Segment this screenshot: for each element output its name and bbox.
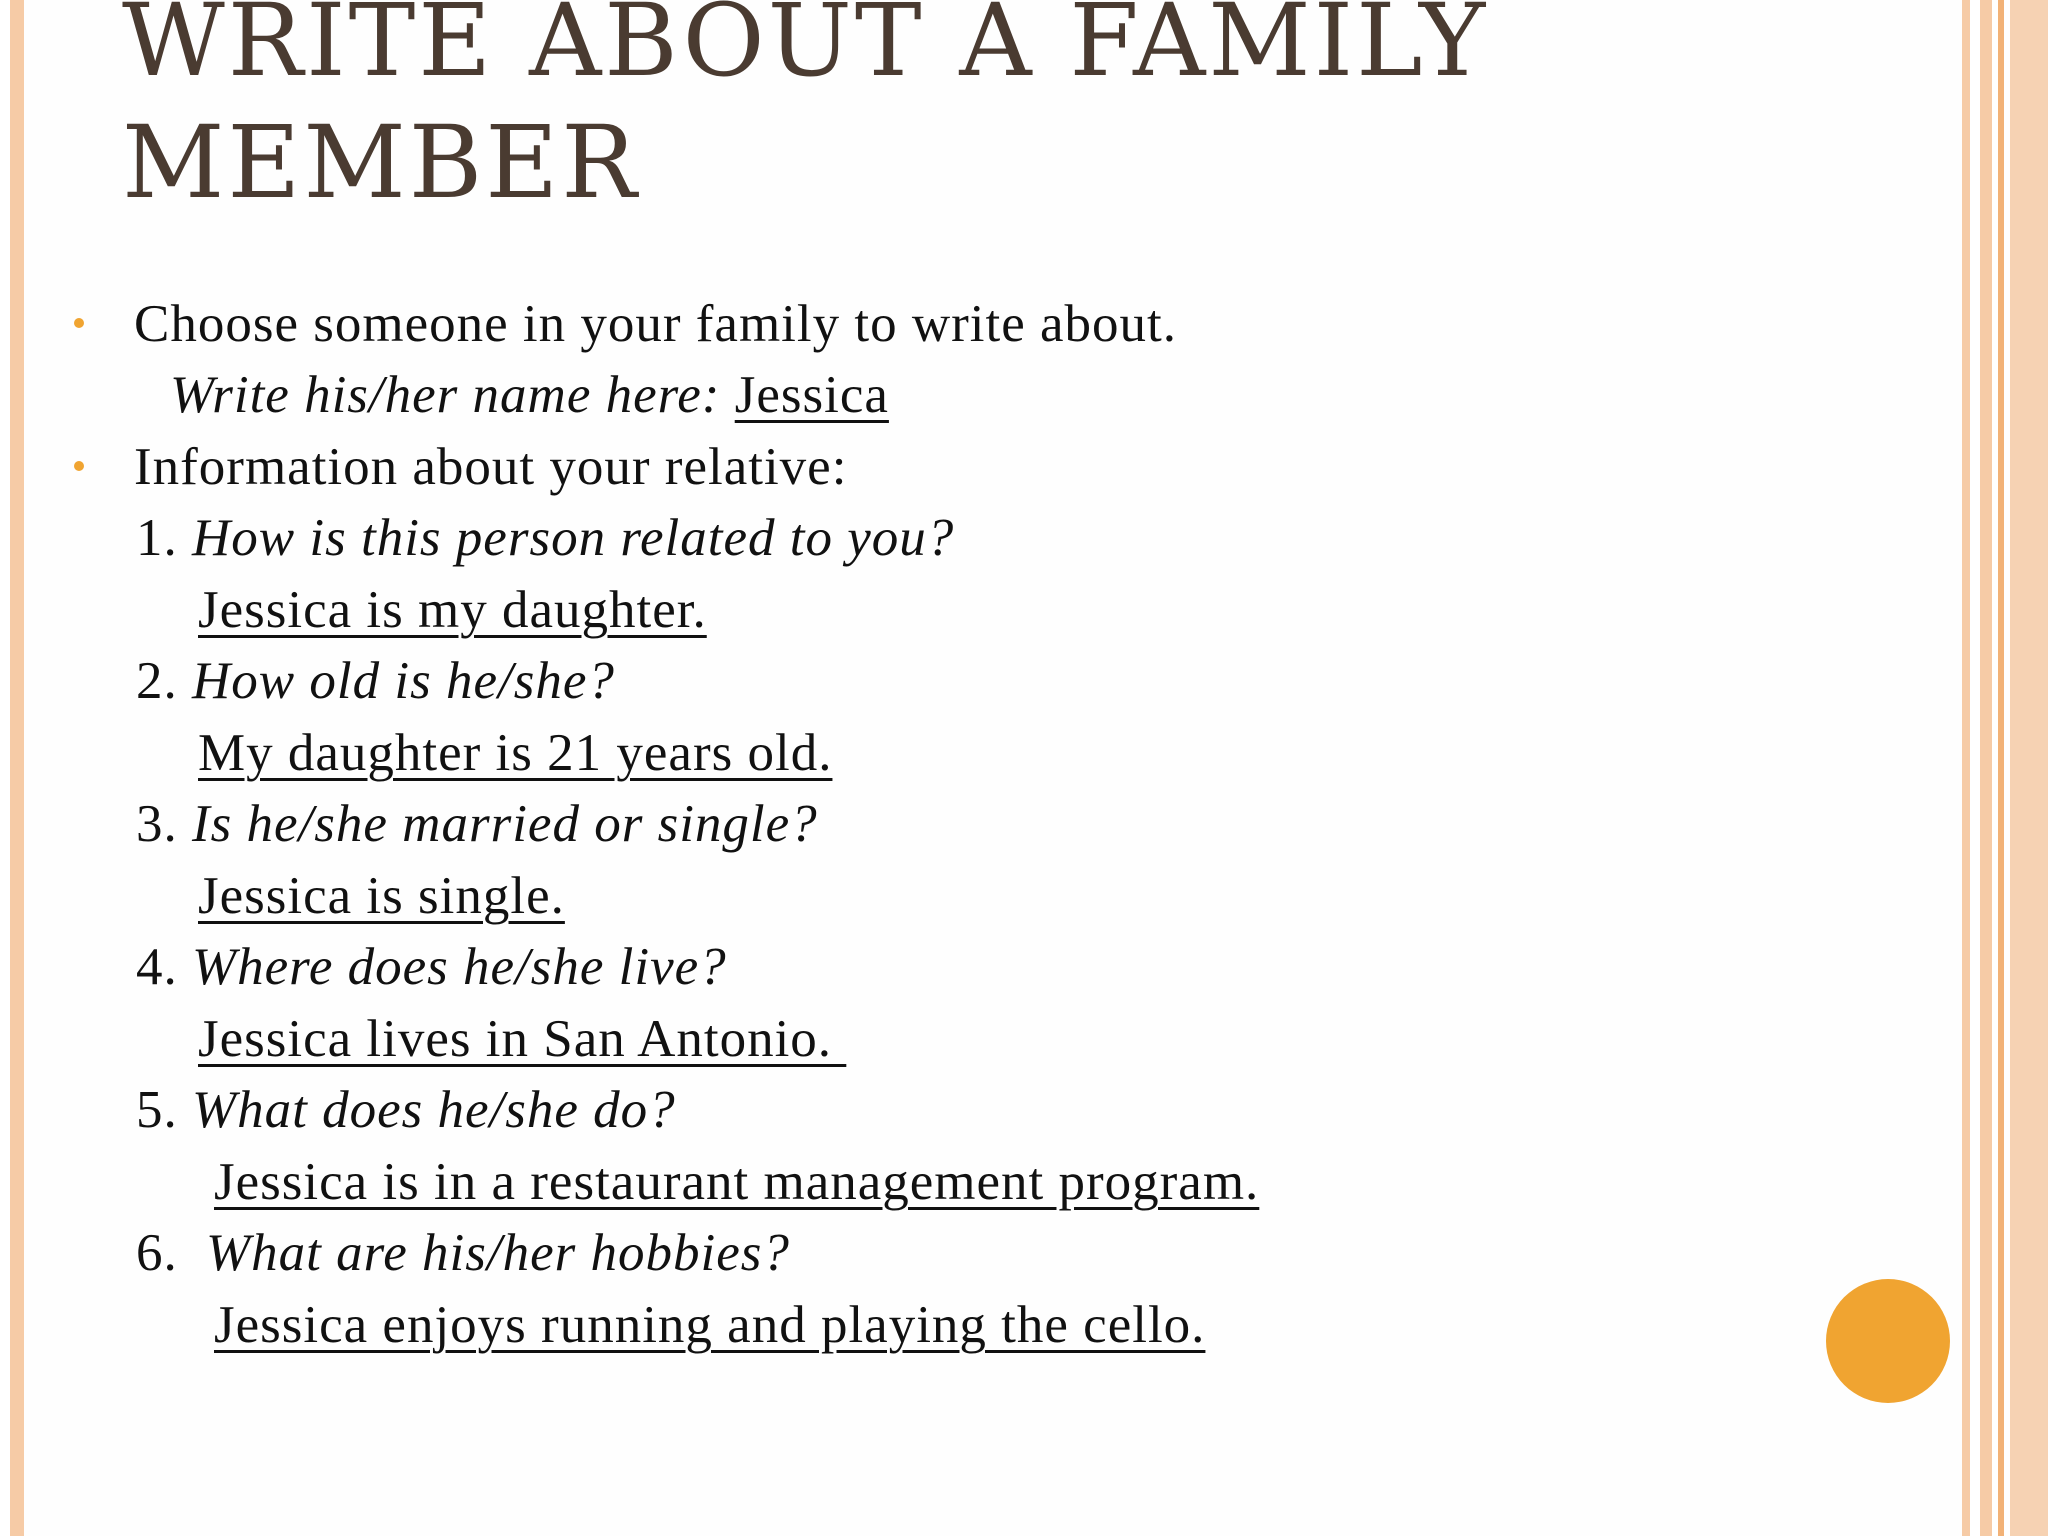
bullet-relative-info: Information about your relative: (134, 438, 848, 496)
answer-text: Jessica lives in San Antonio. (198, 1010, 847, 1068)
decorative-circle (1826, 1279, 1950, 1403)
question-text: How old is he/she? (192, 652, 615, 710)
answer-text: My daughter is 21 years old. (198, 724, 833, 782)
question-item (136, 792, 818, 856)
question-number: 4. (136, 938, 178, 996)
question-text: What does he/she do? (192, 1081, 676, 1139)
left-border-stripe (10, 0, 24, 1536)
question-item (136, 506, 954, 570)
right-border-stripe (1980, 0, 1992, 1536)
question-text: What are his/her hobbies? (206, 1224, 790, 1282)
question-item (136, 935, 727, 999)
question-number: 2. (136, 652, 178, 710)
name-prompt-answer: Jessica (734, 366, 889, 424)
question-number: 5. (136, 1081, 178, 1139)
question-item (136, 1078, 676, 1142)
question-text: Where does he/she live? (192, 938, 727, 996)
question-number: 3. (136, 795, 178, 853)
bullet-dot (74, 318, 84, 328)
question-item (136, 649, 615, 713)
right-border-stripe (2010, 0, 2048, 1536)
slide-title: WRITE ABOUT A FAMILY MEMBER (122, 0, 1489, 221)
question-number: 1. (136, 509, 178, 567)
left-margin (0, 0, 10, 1536)
question-text: Is he/she married or single? (192, 795, 818, 853)
question-text: How is this person related to you? (192, 509, 955, 567)
question-item (136, 1221, 790, 1285)
answer-text: Jessica enjoys running and playing the cello. (214, 1296, 1206, 1354)
name-prompt-label: Write his/her name here: (170, 366, 721, 424)
bullet-dot (74, 461, 84, 471)
bullet-choose-member: Choose someone in your family to write about. (134, 295, 1177, 353)
answer-text: Jessica is my daughter. (198, 581, 707, 639)
answer-text: Jessica is in a restaurant management program. (214, 1153, 1260, 1211)
name-prompt-line (170, 363, 889, 427)
answer-text: Jessica is single. (198, 867, 565, 925)
question-number: 6. (136, 1224, 178, 1282)
right-border-stripe (1998, 0, 2004, 1536)
right-border-stripe (1962, 0, 1970, 1536)
